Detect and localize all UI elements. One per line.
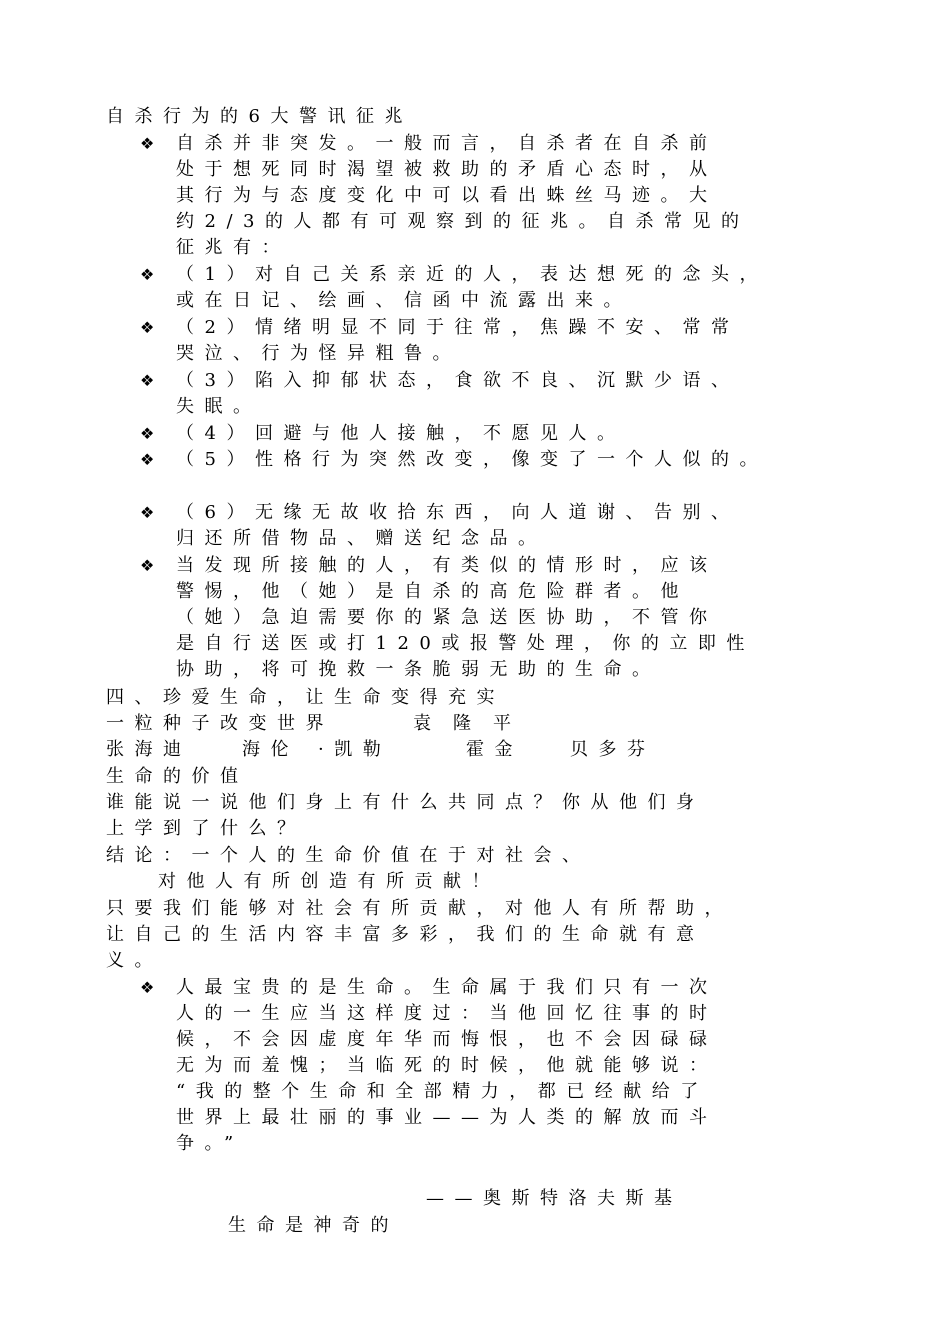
bullet-icon: ❖ [140,371,155,390]
sign3-line1: （3）陷入抑郁状态，食欲不良、沉默少语、 [176,370,740,391]
bullet-icon: ❖ [140,503,155,522]
bullet-icon: ❖ [140,134,155,153]
sign1-line2: 或在日记、绘画、信函中流露出来。 [176,290,632,311]
conclusion-line1: 结论：一个人的生命价值在于对社会、 [106,845,591,866]
sign4-line1: （4）回避与他人接触，不愿见人。 [176,423,626,444]
bullet-icon: ❖ [140,318,155,337]
sign2-line1: （2）情绪明显不同于往常，焦躁不安、常常 [176,317,740,338]
quote-line5: “我的整个生命和全部精力，都已经献给了 [176,1081,709,1102]
help-line3: （她）急迫需要你的紧急送医协助，不管你 [176,607,718,628]
sign2-line2: 哭泣、行为怪异粗鲁。 [176,343,461,364]
bullet-icon: ❖ [140,978,155,997]
person-5: 贝多芬 [570,739,656,760]
question-line2: 上学到了什么？ [106,818,306,839]
bullet1-line5: 征兆有： [176,237,290,258]
bullet-icon: ❖ [140,450,155,469]
sign6-line1: （6）无缘无故收拾东西，向人道谢、告别、 [176,502,740,523]
person-2: 海伦 [242,739,299,760]
meaning-line3: 义。 [106,950,163,971]
meaning-line1: 只要我们能够对社会有所贡献，对他人有所帮助， [106,898,733,919]
quote-line3: 候，不会因虚度年华而悔恨，也不会因碌碌 [176,1029,718,1050]
help-line2: 警惕，他（她）是自杀的高危险群者。他 [176,581,689,602]
seed-line: 一粒种子改变世界 [106,713,334,734]
conclusion-line2: 对他人有所创造有所贡献！ [158,871,500,892]
sign3-line2: 失眠。 [176,396,262,417]
person-1: 张海迪 [106,739,192,760]
sign6-line2: 归还所借物品、赠送纪念品。 [176,528,547,549]
person-4: 霍金 [466,739,523,760]
heading-four: 四、珍爱生命，让生命变得充实 [106,687,505,708]
quote-line1: 人最宝贵的是生命。生命属于我们只有一次 [176,977,718,998]
sign5-line1: （5）性格行为突然改变，像变了一个人似的。 [176,449,768,470]
help-line4: 是自行送医或打120或报警处理，你的立即性 [176,633,755,654]
help-line1: 当发现所接触的人，有类似的情形时，应该 [176,555,718,576]
bullet1-line1: 自杀并非突发。一般而言，自杀者在自杀前 [176,133,718,154]
quote-line6: 世界上最壮丽的事业——为人类的解放而斗 [176,1107,718,1128]
closing-title: 生命是神奇的 [228,1215,399,1236]
quote-author: ——奥斯特洛夫斯基 [426,1188,683,1209]
meaning-line2: 让自己的生活内容丰富多彩，我们的生命就有意 [106,924,705,945]
question-line1: 谁能说一说他们身上有什么共同点？你从他们身 [106,792,705,813]
value-title: 生命的价值 [106,766,249,787]
quote-line4: 无为而羞愧；当临死的时候，他就能够说： [176,1055,718,1076]
bullet1-line2: 处于想死同时渴望被救助的矛盾心态时，从 [176,159,718,180]
person-3: ·凯勒 [318,739,392,760]
section-title: 自杀行为的6大警讯征兆 [106,106,413,127]
help-line5: 协助，将可挽救一条脆弱无助的生命。 [176,659,661,680]
bullet-icon: ❖ [140,556,155,575]
quote-line2: 人的一生应当这样度过：当他回忆往事的时 [176,1003,718,1024]
bullet-icon: ❖ [140,265,155,284]
quote-line7: 争。” [176,1133,244,1154]
sign1-line1: （1）对自己关系亲近的人，表达想死的念头， [176,264,768,285]
seed-person-name: 袁隆平 [413,713,533,734]
bullet1-line4: 约2/3的人都有可观察到的征兆。自杀常见的 [176,211,750,232]
bullet-icon: ❖ [140,424,155,443]
bullet1-line3: 其行为与态度变化中可以看出蛛丝马迹。大 [176,185,718,206]
